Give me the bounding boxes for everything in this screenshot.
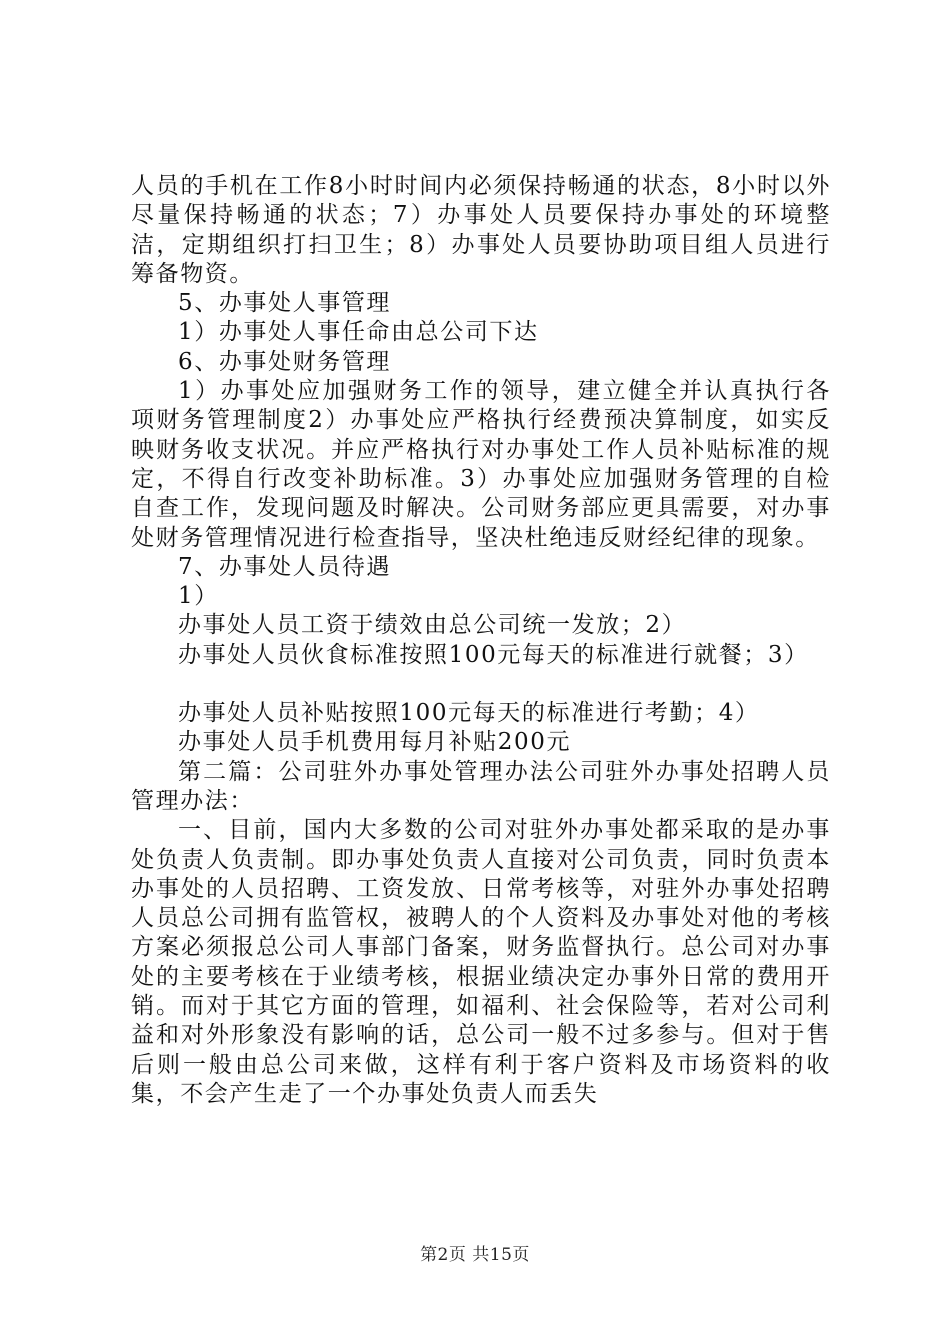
paragraph-phone-subsidy: 办事处人员手机费用每月补贴200元 (178, 729, 572, 756)
heading-finance-management: 6、办事处财务管理 (178, 348, 392, 375)
heading-staff-benefits: 7、办事处人员待遇 (178, 553, 392, 580)
document-body (131, 172, 831, 1109)
paragraph-finance-rules: 1）办事处应加强财务工作的领导，建立健全并认真执行各项财务管理制度2）办事处应严格执行经费预决算制度，如实反映财务收支状况。并应严格执行对办事处工作人员补贴标准的规定，不得自行改变补助标准。3）办事处应加强财务管理的自检自查工作，发现问题及时解决。公司财务部应更具需要，对办事处财务管理情况进行检查指导，坚决杜绝违反财经纪律的现象。 (131, 378, 831, 551)
paragraph-personnel-appointment: 1）办事处人事任命由总公司下达 (178, 319, 539, 346)
paragraph-section-one: 一、目前，国内大多数的公司对驻外办事处都采取的是办事处负责人负责制。即办事处负责人直接对公司负责，同时负责本办事处的人员招聘、工资发放、日常考核等，对驻外办事处招聘人员总公司拥有监管权，被聘人的个人资料及办事处对他的考核方案必须报总公司人事部门备案，财务监督执行。总公司对办事处的主要考核在于业绩考核，根据业绩决定办事外日常的费用开销。而对于其它方面的管理，如福利、社会保险等，若对公司利益和对外形象没有影响的话，总公司一般不过多参与。但对于售后则一般由总公司来做，这样有利于客户资料及市场资料的收集，不会产生走了一个办事处负责人而丢失 (131, 817, 831, 1107)
paragraph-meal-standard: 办事处人员伙食标准按照100元每天的标准进行就餐；3） (178, 641, 809, 668)
paragraph-salary: 办事处人员工资于绩效由总公司统一发放；2） (178, 612, 687, 639)
paragraph-allowance: 办事处人员补贴按照100元每天的标准进行考勤；4） (178, 700, 760, 727)
heading-personnel-management: 5、办事处人事管理 (178, 290, 392, 317)
paragraph-continued-duties: 人员的手机在工作8小时时间内必须保持畅通的状态，8小时以外尽量保持畅通的状态；7）办事处人员要保持办事处的环境整洁，定期组织打扫卫生；8）办事处人员要协助项目组人员进行筹备物资。 (131, 173, 831, 287)
heading-part-two: 第二篇：公司驻外办事处管理办法公司驻外办事处招聘人员管理办法： (131, 758, 831, 814)
list-item-marker-1: 1） (178, 583, 219, 610)
page-number-footer: 第2页 共15页 (420, 1245, 530, 1265)
